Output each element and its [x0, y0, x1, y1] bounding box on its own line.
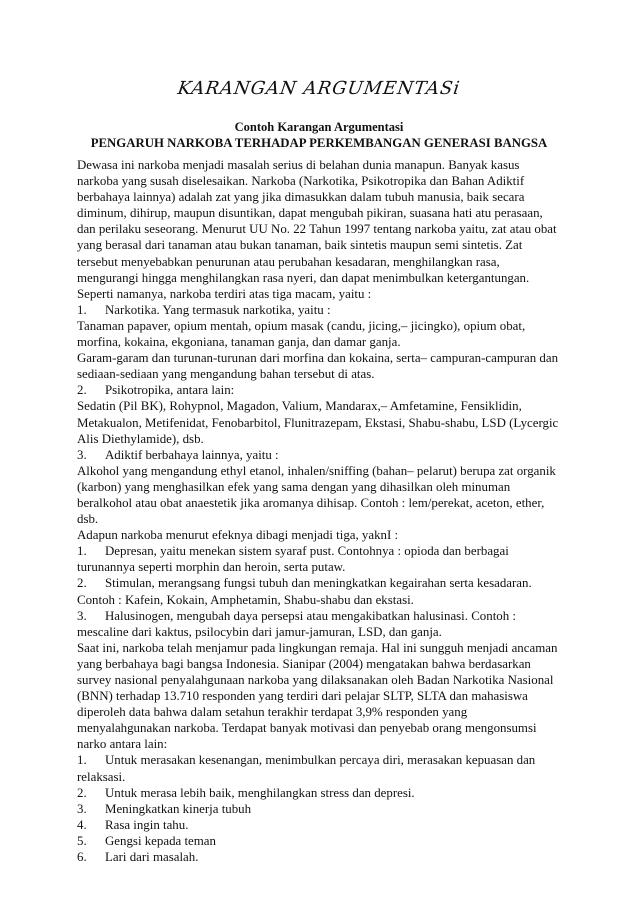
text-line	[77, 221, 567, 237]
text-line	[77, 736, 567, 752]
list-item	[77, 608, 567, 624]
list-item	[77, 382, 567, 398]
list-number: 1.	[77, 753, 87, 768]
text-line	[77, 704, 567, 720]
list-item	[77, 447, 567, 463]
text-line	[77, 624, 567, 640]
text-line	[77, 769, 567, 785]
list-number: 2.	[77, 785, 87, 800]
line-text: Psikotropika, antara lain:	[105, 383, 235, 398]
line-text: Saat ini, narkoba telah menjamur pada lingkungan remaja. Hal ini sungguh menjadi ancaman	[77, 640, 558, 655]
line-text: Lari dari masalah.	[105, 850, 199, 865]
line-text: (karbon) yang menghasilkan efek yang sama dengan yang dihasilkan oleh minuman	[77, 479, 511, 494]
line-text: Gengsi kepada teman	[105, 833, 216, 848]
document-title: KARANGAN ARGUMENTASi	[176, 78, 462, 99]
line-text: tersebut menyebabkan penurunan atau perubahan kesadaran, menghilangkan rasa,	[77, 254, 500, 269]
list-number: 6.	[77, 850, 87, 865]
line-text: Adiktif berbahaya lainnya, yaitu :	[105, 447, 279, 462]
line-text: Seperti namanya, narkoba terdiri atas tiga macam, yaitu :	[77, 286, 372, 301]
line-text: Alis Diethylamide), dsb.	[77, 431, 204, 446]
line-text: Narkotika. Yang termasuk narkotika, yaitu :	[105, 302, 331, 317]
list-item	[77, 302, 567, 318]
line-text: diminum, dihirup, maupun disuntikan, dapat mengubah pikiran, suasana hati atu perasaan,	[77, 206, 543, 221]
line-text: beralkohol atau obat anaestetik jika aromanya dihisap. Contoh : lem/perekat, aceton, ether,	[77, 495, 545, 510]
line-text: dan perilaku seseorang. Menurut UU No. 22 Tahun 1997 tentang narkoba yaitu, zat atau obat	[77, 222, 557, 237]
line-text: mescaline dari kaktus, psilocybin dari jamur-jamuran, LSD, dan ganja.	[77, 624, 442, 639]
text-line	[77, 479, 567, 495]
list-item	[77, 575, 567, 591]
document-body	[77, 157, 567, 865]
list-number: 5.	[77, 833, 87, 848]
text-line	[77, 254, 567, 270]
list-number: 1.	[77, 544, 87, 559]
list-item	[77, 801, 567, 817]
list-item	[77, 752, 567, 768]
list-number: 3.	[77, 801, 87, 816]
line-text: turunannya seperti morphin dan heroin, serta putaw.	[77, 560, 346, 575]
line-text: survey nasional penyalahgunaan narkoba yang dilaksanakan oleh Badan Narkotika Nasional	[77, 673, 554, 687]
line-text: Dewasa ini narkoba menjadi masalah serius di belahan dunia manapun. Banyak kasus	[77, 158, 520, 172]
text-line	[77, 672, 567, 688]
list-item	[77, 833, 567, 849]
text-line	[77, 205, 567, 221]
list-number: 3.	[77, 447, 87, 462]
list-item	[77, 817, 567, 833]
line-text: Depresan, yaitu menekan sistem syaraf pust. Contohnya : opioda dan berbagai	[105, 544, 509, 559]
line-text: berbahaya lainnya) adalah zat yang jika dimasukkan dalam tubuh manusia, baik secara	[77, 190, 525, 205]
line-text: Halusinogen, mengubah daya persepsi atau mengakibatkan halusinasi. Contoh :	[105, 608, 516, 623]
text-line	[77, 350, 567, 366]
line-text: mengurangi hingga menghilangkan rasa nyeri, dan dapat menimbulkan ketergantungan.	[77, 270, 530, 285]
text-line	[77, 415, 567, 431]
list-number: 2.	[77, 576, 87, 591]
text-line	[77, 720, 567, 736]
line-text: morfina, kokaina, ekgoniana, tanaman ganja, dan damar ganja.	[77, 335, 401, 350]
list-number: 4.	[77, 817, 87, 832]
line-text: Alkohol yang mengandung ethyl etanol, inhalen/sniffing (bahan– pelarut) berupa zat organik	[77, 463, 556, 478]
text-line	[77, 511, 567, 527]
line-text: Stimulan, merangsang fungsi tubuh dan meningkatkan kegairahan serta kesadaran.	[105, 576, 532, 591]
line-text: relaksasi.	[77, 769, 126, 784]
text-line	[77, 495, 567, 511]
text-line	[77, 431, 567, 447]
line-text: sediaan-sediaan yang mengandung bahan tersebut di atas.	[77, 367, 375, 382]
line-text: narkoba yang susah diselesaikan. Narkoba (Narkotika, Psikotropika dan Bahan Adiktif	[77, 174, 525, 189]
list-item	[77, 849, 567, 865]
text-line	[77, 463, 567, 479]
line-text: Tanaman papaver, opium mentah, opium masak (candu, jicing,– jicingko), opium obat,	[77, 318, 526, 333]
list-item	[77, 543, 567, 559]
text-line	[77, 286, 567, 302]
text-line	[77, 318, 567, 334]
text-line	[77, 270, 567, 286]
line-text: Metakualon, Metifenidat, Fenobarbitol, Flunitrazepam, Ekstasi, Shabu-shabu, LSD (Lycergic	[77, 415, 559, 430]
line-text: Garam-garam dan turunan-turunan dari morfina dan kokaina, serta– campuran-campuran dan	[77, 351, 559, 366]
document-subtitle: Contoh Karangan Argumentasi	[234, 120, 404, 134]
text-line	[77, 173, 567, 189]
line-text: narko antara lain:	[77, 737, 168, 752]
line-text: Rasa ingin tahu.	[105, 817, 189, 832]
text-line	[77, 559, 567, 575]
text-line	[77, 189, 567, 205]
line-text: menyalahgunakan narkoba. Terdapat banyak motivasi dan penyebab orang mengonsumsi	[77, 721, 537, 736]
list-number: 2.	[77, 383, 87, 398]
line-text: (BNN) terhadap 13.710 responden yang terdiri dari pelajar SLTP, SLTA dan mahasiswa	[77, 689, 528, 704]
text-line	[77, 237, 567, 253]
list-item	[77, 785, 567, 801]
line-text: Untuk merasakan kesenangan, menimbulkan percaya diri, merasakan kepuasan dan	[105, 753, 536, 768]
line-text: Adapun narkoba menurut efeknya dibagi menjadi tiga, yaknI :	[77, 528, 399, 543]
line-text: Meningkatkan kinerja tubuh	[105, 801, 252, 816]
line-text: Untuk merasa lebih baik, menghilangkan stress dan depresi.	[105, 785, 415, 800]
text-line	[77, 688, 567, 704]
line-text: dsb.	[77, 512, 99, 527]
text-line	[77, 398, 567, 414]
list-number: 1.	[77, 302, 87, 317]
list-number: 3.	[77, 608, 87, 623]
line-text: Sedatin (Pil BK), Rohypnol, Magadon, Valium, Mandarax,– Amfetamine, Fensiklidin,	[77, 399, 522, 414]
document-heading: PENGARUH NARKOBA TERHADAP PERKEMBANGAN GENERASI BANGSA	[90, 136, 548, 150]
text-line	[77, 527, 567, 543]
line-text: yang berasal dari tanaman atau bukan tanaman, baik sintetis maupun semi sintetis. Zat	[77, 238, 523, 253]
text-line	[77, 334, 567, 350]
line-text: yang berbahaya bagi bangsa Indonesia. Sianipar (2004) mengatakan bahwa berdasarkan	[77, 656, 531, 671]
line-text: diperoleh data bahwa dalam setahun terakhir terdapat 3,9% responden yang	[77, 705, 468, 720]
text-line	[77, 592, 567, 608]
text-line	[77, 656, 567, 672]
text-line	[77, 640, 567, 656]
text-line	[77, 157, 567, 173]
text-line	[77, 366, 567, 382]
line-text: Contoh : Kafein, Kokain, Amphetamin, Shabu-shabu dan ekstasi.	[77, 592, 414, 607]
